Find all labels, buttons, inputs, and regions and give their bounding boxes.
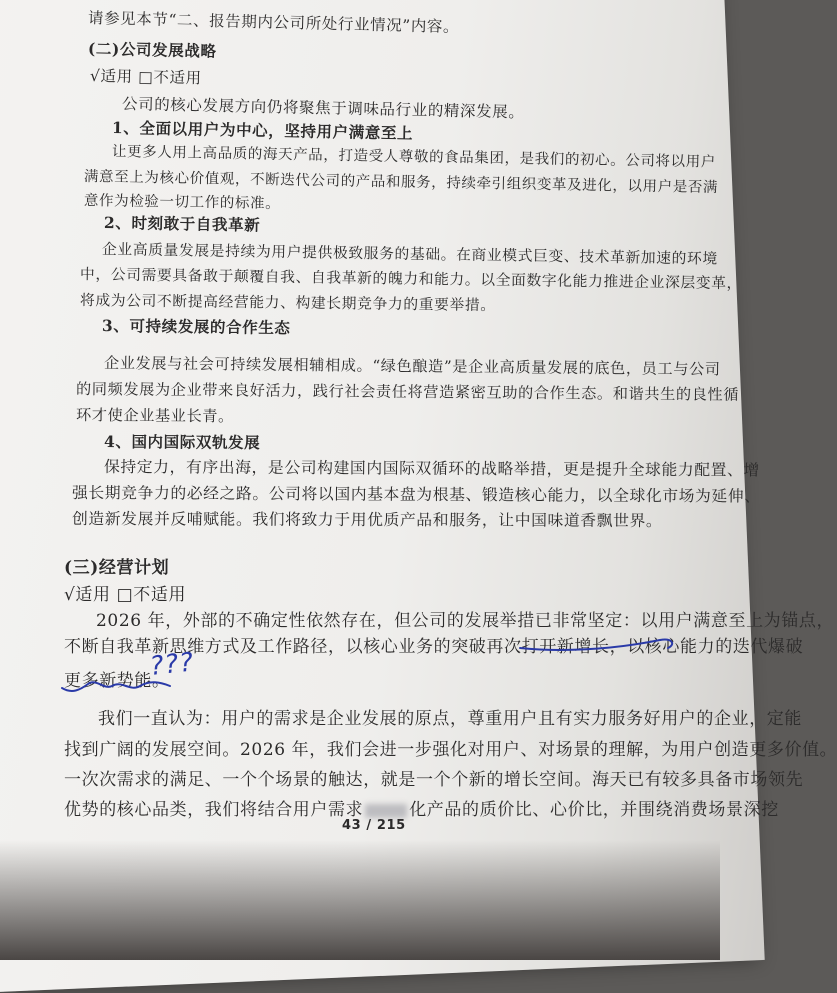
section3-applicability: √适用 □不适用 — [64, 585, 187, 605]
strategy-2-line-3: 将成为公司不断提高经营能力、构建长期竞争力的重要举措。 — [79, 292, 496, 315]
strategy-2-line-1: 企业高质量发展是持续为用户提供极致服务的基础。在商业模式巨变、技术革新加速的环境 — [101, 241, 718, 268]
strategy-4-title: 4、国内国际双轨发展 — [103, 432, 261, 453]
strategy-4-line-3: 创造新发展并反哺赋能。我们将致力于用优质产品和服务，让中国味道香飘世界。 — [71, 509, 663, 531]
section2-applicability: √适用 □不适用 — [89, 67, 202, 88]
ink-squiggle — [62, 682, 170, 691]
strategy-3-line-1: 企业发展与社会可持续发展相辅相成。“绿色酿造”是企业高质量发展的底色，员工与公司 — [103, 354, 721, 379]
plan-p2-line-4-start: 优势的核心品类，我们将结合用户需求 — [64, 800, 364, 820]
strategy-3-line-2: 的同频发展为企业带来良好活力，践行社会责任将营造紧密互助的合作生态。和谐共生的良性循 — [75, 380, 740, 404]
intro-reference-line: 请参见本节“二、报告期内公司所处行业情况”内容。 — [87, 9, 460, 37]
strategy-2-title: 2、时刻敢于自我革新 — [103, 213, 261, 235]
page-number: 43 / 215 — [342, 818, 406, 833]
strategy-3-line-3: 环才使企业基业长青。 — [75, 406, 234, 426]
plan-p2-line-3: 一次次需求的满足、一个个场景的触达，就是一个个新的增长空间。海天已有较多具备市场领先 — [64, 770, 804, 790]
section2-intro: 公司的核心发展方向仍将聚焦于调味品行业的精深发展。 — [121, 95, 525, 122]
plan-p2-line-4-end: 化产品的质价比、心价比，并围绕消费场景深挖 — [409, 800, 779, 820]
strategy-4-line-2: 强长期竞争力的必经之路。公司将以国内基本盘为根基、锻造核心能力，以全球化市场为延伸、 — [71, 483, 761, 506]
ink-underline — [520, 640, 672, 650]
strategy-3-title: 3、可持续发展的合作生态 — [101, 316, 291, 338]
section2-heading: (二)公司发展战略 — [87, 39, 217, 61]
plan-p2-line-2: 找到广阔的发展空间。2026 年，我们会进一步强化对用户、对场景的理解，为用户创造更多价值。 — [64, 740, 837, 760]
section3-heading: (三)经营计划 — [64, 558, 170, 578]
handwritten-question-marks: ??? — [148, 647, 196, 682]
plan-p1-line-1: 2026 年，外部的不确定性依然存在，但公司的发展举措已非常坚定：以用户满意至上为锚点， — [96, 611, 835, 631]
strategy-1-line-1: 让更多人用上高品质的海天产品，打造受人尊敬的食品集团，是我们的初心。公司将以用户 — [111, 144, 717, 171]
strategy-1-line-2: 满意至上为核心价值观，不断迭代公司的产品和服务，持续牵引组织变革及进化，以用户是否满 — [83, 169, 719, 197]
strategy-1-title: 1、全面以用户为中心，坚持用户满意至上 — [111, 118, 414, 143]
plan-p2-line-1: 我们一直认为：用户的需求是企业发展的原点，尊重用户且有实力服务好用户的企业，定能 — [98, 709, 802, 729]
strategy-2-line-2: 中，公司需要具备敢于颠覆自我、自我革新的魄力和能力。以全面数字化能力推进企业深层变革， — [79, 266, 743, 293]
strategy-1-line-3: 意作为检验一切工作的标准。 — [83, 193, 281, 213]
plan-p1-line-3: 更多新势能。 — [64, 671, 170, 691]
plan-p1-line-2: 不断自我革新思维方式及工作路径，以核心业务的突破再次打开新增长，以核心能力的迭代爆破 — [64, 637, 804, 657]
strategy-4-line-1: 保持定力，有序出海，是公司构建国内国际双循环的战略举措，更是提升全球能力配置、增 — [103, 457, 760, 480]
